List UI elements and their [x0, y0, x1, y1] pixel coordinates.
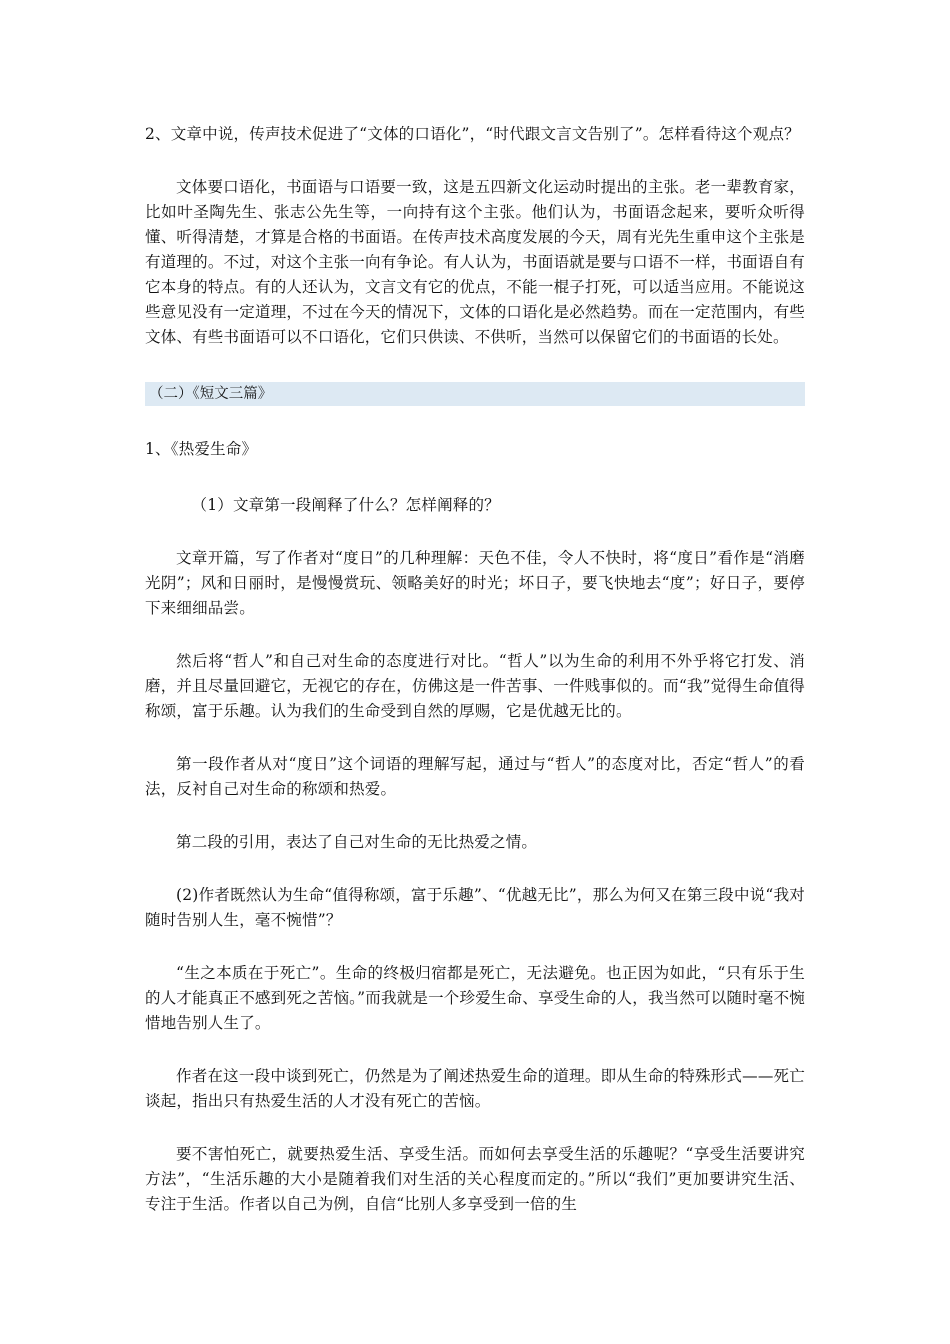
item-1-title: 1、《热爱生命》	[145, 440, 258, 458]
sub-question-1-paragraph-3: 第一段作者从对“度日”这个词语的理解写起，通过与“哲人”的态度对比，否定“哲人”的看法，反衬自己对生命的称颂和热爱。	[145, 755, 805, 798]
sub-question-2: (2)作者既然认为生命“值得称颂，富于乐趣”、“优越无比”，那么为何又在第三段中说“我对随时告别人生，毫不惋惜”？	[145, 886, 805, 929]
sub-question-1-paragraph-1: 文章开篇，写了作者对“度日”的几种理解：天色不佳，令人不快时，将“度日”看作是“消磨光阴”；风和日丽时，是慢慢赏玩、领略美好的时光；坏日子，要飞快地去“度”；好日子，要停下来细细品尝。	[145, 549, 805, 617]
sub-question-1: （1）文章第一段阐释了什么？怎样阐释的？	[191, 496, 500, 514]
sub-question-2-paragraph-3: 要不害怕死亡，就要热爱生活、享受生活。而如何去享受生活的乐趣呢？“享受生活要讲究方法”，“生活乐趣的大小是随着我们对生活的关心程度而定的。”所以“我们”更加要讲究生活、专注于生活。作者以自己为例，自信“比别人多享受到一倍的生	[145, 1145, 805, 1213]
document-page	[145, 122, 805, 1217]
sub-question-1-paragraph-4: 第二段的引用，表达了自己对生命的无比热爱之情。	[176, 833, 538, 851]
question-2: 2、文章中说，传声技术促进了“文体的口语化”，“时代跟文言文告别了”。怎样看待这个观点？	[145, 125, 800, 143]
question-2-answer: 文体要口语化，书面语与口语要一致，这是五四新文化运动时提出的主张。老一辈教育家，比如叶圣陶先生、张志公先生等，一向持有这个主张。他们认为，书面语念起来，要听众听得懂、听得清楚，才算是合格的书面语。在传声技术高度发展的今天，周有光先生重申这个主张是有道理的。不过，对这个主张一向有争论。有人认为，书面语就是要与口语不一样，书面语自有它本身的特点。有的人还认为，文言文有它的优点，不能一棍子打死，可以适当应用。不能说这些意见没有一定道理，不过在今天的情况下，文体的口语化是必然趋势。而在一定范围内，有些文体、有些书面语可以不口语化，它们只供读、不供听，当然可以保留它们的书面语的长处。	[145, 178, 805, 346]
sub-question-2-paragraph-1: “生之本质在于死亡”。生命的终极归宿都是死亡，无法避免。也正因为如此，“只有乐于生的人才能真正不感到死之苦恼。”而我就是一个珍爱生命、享受生命的人，我当然可以随时毫不惋惜地告别人生了。	[145, 964, 805, 1032]
sub-question-2-paragraph-2: 作者在这一段中谈到死亡，仍然是为了阐述热爱生命的道理。即从生命的特殊形式——死亡谈起，指出只有热爱生活的人才没有死亡的苦恼。	[145, 1067, 805, 1110]
section-heading: （二）《短文三篇》	[145, 382, 805, 406]
sub-question-1-paragraph-2: 然后将“哲人”和自己对生命的态度进行对比。“哲人”以为生命的利用不外乎将它打发、消磨，并且尽量回避它，无视它的存在，仿佛这是一件苦事、一件贱事似的。而“我”觉得生命值得称颂，富于乐趣。认为我们的生命受到自然的厚赐，它是优越无比的。	[145, 652, 805, 720]
